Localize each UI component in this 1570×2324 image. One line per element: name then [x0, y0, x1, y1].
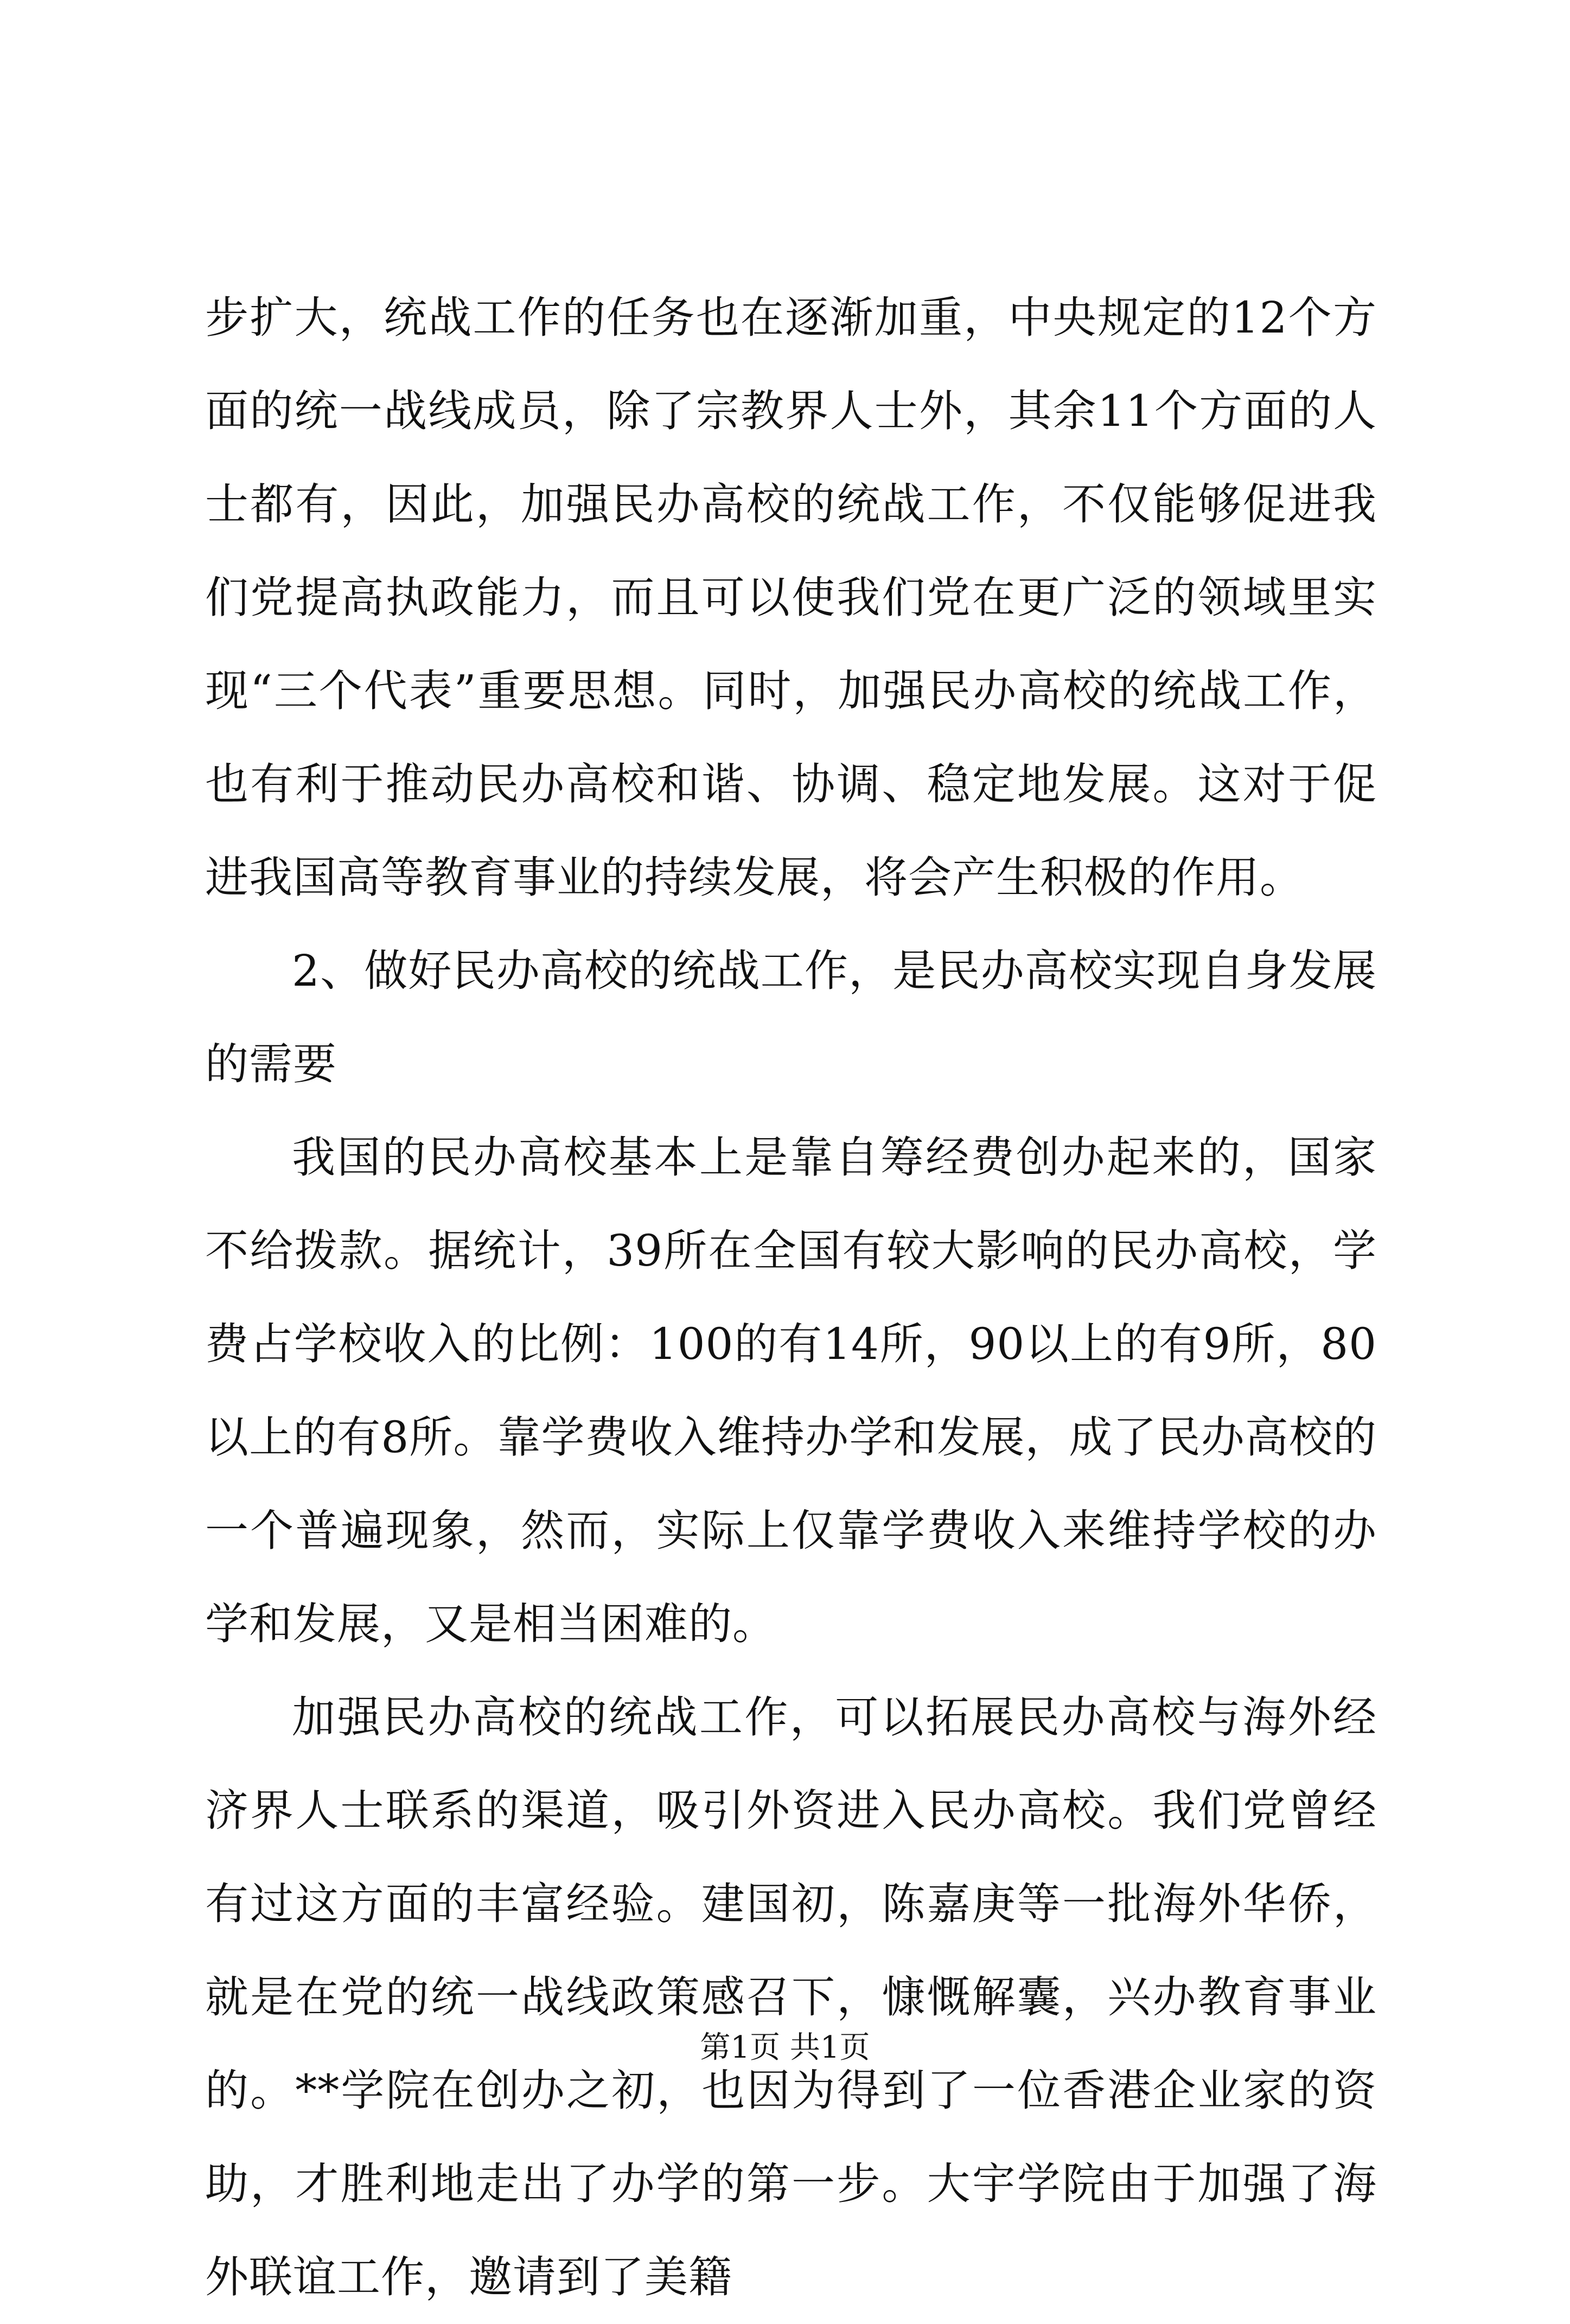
paragraph-4: 加强民办高校的统战工作，可以拓展民办高校与海外经济界人士联系的渠道，吸引外资进入民办高校。我们党曾经有过这方面的丰富经验。建国初，陈嘉庚等一批海外华侨，就是在党的统一战线政策感召下，慷慨解囊，兴办教育事业的。**学院在创办之初，也因为得到了一位香港企业家的资助，才胜利地走出了办学的第一步。大宇学院由于加强了海外联谊工作，邀请到了美籍: [205, 1692, 1377, 2302]
page-footer: 第1页 共1页: [700, 2030, 870, 2065]
paragraph-1: 步扩大，统战工作的任务也在逐渐加重，中央规定的12个方面的统一战线成员，除了宗教界人士外，其余11个方面的人士都有，因此，加强民办高校的统战工作，不仅能够促进我们党提高执政能力，而且可以使我们党在更广泛的领域里实现“三个代表”重要思想。同时，加强民办高校的统战工作，也有利于推动民办高校和谐、协调、稳定地发展。这对于促进我国高等教育事业的持续发展，将会产生积极的作用。: [205, 292, 1377, 903]
paragraph-2-heading: 2、做好民办高校的统战工作，是民办高校实现自身发展的需要: [205, 946, 1377, 1089]
paragraph-3: 我国的民办高校基本上是靠自筹经费创办起来的，国家不给拨款。据统计，39所在全国有较大影响的民办高校，学费占学校收入的比例：100的有14所，90以上的有9所，80以上的有8所。靠学费收入维持办学和发展，成了民办高校的一个普遍现象，然而，实际上仅靠学费收入来维持学校的办学和发展，又是相当困难的。: [205, 1132, 1377, 1649]
document-body: [205, 271, 1377, 2324]
